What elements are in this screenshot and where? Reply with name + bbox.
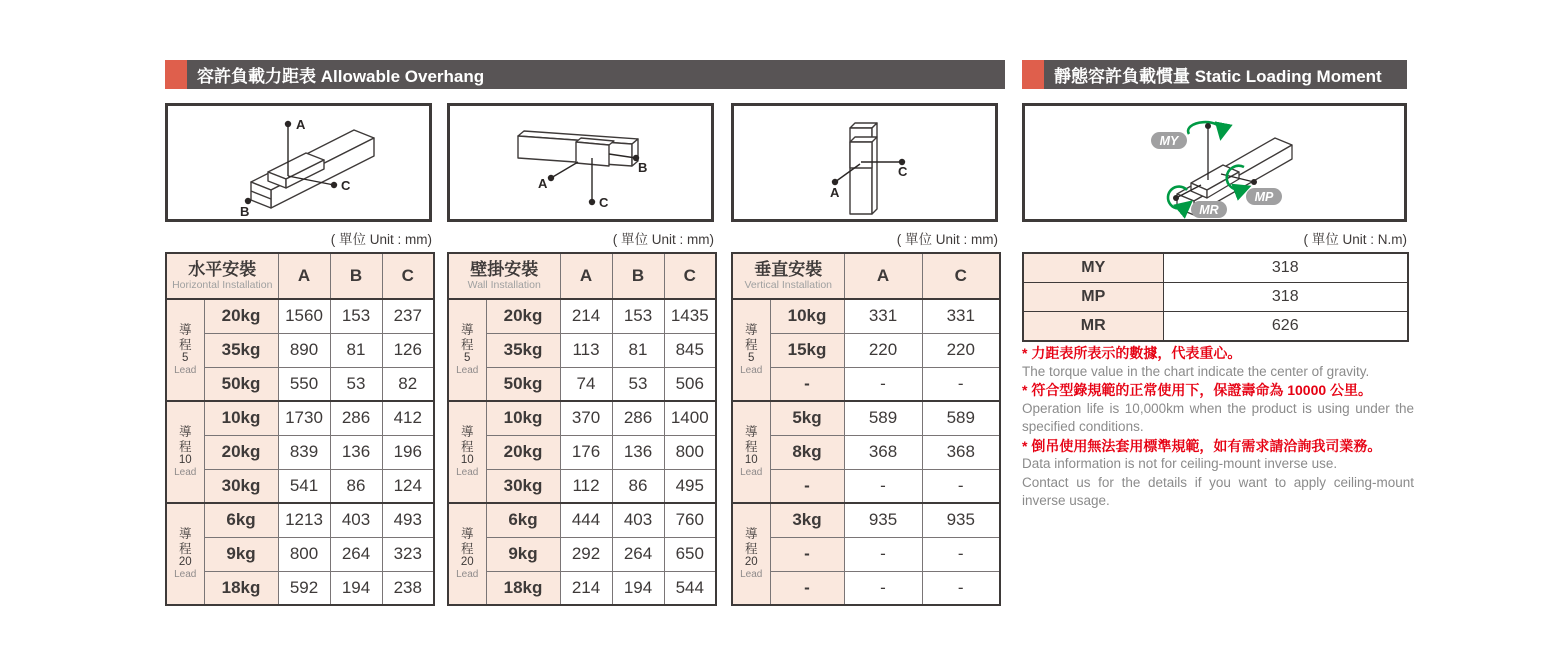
lead-group-cell bbox=[732, 299, 770, 401]
moment-value: 318 bbox=[1163, 283, 1408, 312]
point-a-label: A bbox=[296, 117, 306, 132]
table-row bbox=[166, 503, 434, 537]
load-cell: 20kg bbox=[204, 435, 278, 469]
lead-group-cell bbox=[448, 503, 486, 605]
vertical-diagram-svg bbox=[734, 106, 995, 219]
table-row bbox=[732, 435, 1000, 469]
lead-num: 5 bbox=[464, 352, 471, 365]
value-cell: 493 bbox=[382, 503, 434, 537]
my-rotation-arrow bbox=[1188, 122, 1222, 134]
value-cell: 264 bbox=[612, 537, 664, 571]
value-cell: 412 bbox=[382, 401, 434, 435]
lead-group-cell bbox=[166, 503, 204, 605]
value-cell: 890 bbox=[278, 333, 330, 367]
column-header-b: B bbox=[330, 253, 382, 299]
column-header-a: A bbox=[844, 253, 922, 299]
column-header-c: C bbox=[382, 253, 434, 299]
moment-diagram-svg bbox=[1025, 106, 1404, 219]
note-en: Contact us for the details if you want to apply ceiling-mount inverse usage. bbox=[1022, 474, 1414, 508]
mp-badge-label: MP bbox=[1254, 190, 1274, 204]
table-title-zh: 壁掛安裝 bbox=[470, 260, 539, 280]
table-row bbox=[1023, 283, 1408, 312]
lead-en: Lead bbox=[174, 364, 197, 376]
value-cell: - bbox=[844, 571, 922, 605]
lead-en: Lead bbox=[174, 466, 197, 478]
value-cell: 237 bbox=[382, 299, 434, 333]
value-cell: 845 bbox=[664, 333, 716, 367]
value-cell: 1560 bbox=[278, 299, 330, 333]
load-cell: 30kg bbox=[486, 469, 560, 503]
note-zh: * 力距表所表示的數據，代表重心。 bbox=[1022, 345, 1242, 361]
lead-group-cell bbox=[166, 299, 204, 401]
note-en: Data information is not for ceiling-mount inverse use. bbox=[1022, 456, 1338, 471]
load-cell: 3kg bbox=[770, 503, 844, 537]
point-c-label: C bbox=[898, 164, 908, 179]
value-cell: 286 bbox=[612, 401, 664, 435]
value-cell: 136 bbox=[330, 435, 382, 469]
horizontal-diagram-svg bbox=[168, 106, 429, 219]
point-a-label: A bbox=[538, 176, 548, 191]
table-row bbox=[448, 503, 716, 537]
value-cell: 1400 bbox=[664, 401, 716, 435]
point-c-dot bbox=[331, 182, 337, 188]
value-cell: 541 bbox=[278, 469, 330, 503]
lead-num: 20 bbox=[744, 556, 758, 569]
value-cell: - bbox=[922, 367, 1000, 401]
lead-zh: 導程 bbox=[178, 425, 192, 454]
lead-en: Lead bbox=[740, 364, 763, 376]
note-zh: * 符合型錄規範的正常使用下，保證壽命為 10000 公里。 bbox=[1022, 382, 1373, 398]
table-row bbox=[166, 571, 434, 605]
table-row bbox=[448, 571, 716, 605]
value-cell: 370 bbox=[560, 401, 612, 435]
point-c-label: C bbox=[599, 195, 609, 210]
value-cell: 81 bbox=[612, 333, 664, 367]
table-row bbox=[1023, 312, 1408, 342]
mr-axis-dot bbox=[1173, 195, 1179, 201]
value-cell: - bbox=[844, 469, 922, 503]
unit-label-nm: ( 單位 Unit : N.m) bbox=[1303, 232, 1407, 247]
lead-en: Lead bbox=[456, 466, 479, 478]
column-header-a: A bbox=[560, 253, 612, 299]
value-cell: 194 bbox=[612, 571, 664, 605]
table-row bbox=[166, 469, 434, 503]
table-row bbox=[448, 401, 716, 435]
table-row bbox=[732, 537, 1000, 571]
column-header-c: C bbox=[922, 253, 1000, 299]
lead-zh: 導程 bbox=[744, 527, 758, 556]
value-cell: 286 bbox=[330, 401, 382, 435]
table-row bbox=[732, 401, 1000, 435]
point-c-label: C bbox=[341, 178, 351, 193]
allowable-overhang-header bbox=[165, 60, 1005, 89]
value-cell: 495 bbox=[664, 469, 716, 503]
table-row bbox=[448, 333, 716, 367]
load-cell: 35kg bbox=[486, 333, 560, 367]
table-row bbox=[732, 503, 1000, 537]
static-loading-moment-header bbox=[1022, 60, 1407, 89]
load-cell: - bbox=[770, 537, 844, 571]
value-cell: 264 bbox=[330, 537, 382, 571]
lead-group-cell bbox=[732, 503, 770, 605]
value-cell: 136 bbox=[612, 435, 664, 469]
unit-label-mm: ( 單位 Unit : mm) bbox=[896, 232, 998, 247]
my-badge-label: MY bbox=[1159, 134, 1179, 148]
value-cell: 506 bbox=[664, 367, 716, 401]
table-row bbox=[732, 299, 1000, 333]
table-row bbox=[448, 469, 716, 503]
mp-axis-dot bbox=[1251, 179, 1257, 185]
lead-zh: 導程 bbox=[460, 425, 474, 454]
load-cell: 10kg bbox=[770, 299, 844, 333]
accent-square bbox=[1022, 60, 1044, 89]
lead-en: Lead bbox=[456, 568, 479, 580]
value-cell: - bbox=[922, 537, 1000, 571]
lead-num: 10 bbox=[460, 454, 474, 467]
note-zh: * 倒吊使用無法套用標準規範，如有需求請洽詢我司業務。 bbox=[1022, 437, 1382, 454]
wall-diagram-svg bbox=[450, 106, 711, 219]
value-cell: 126 bbox=[382, 333, 434, 367]
load-cell: - bbox=[770, 469, 844, 503]
lead-zh: 導程 bbox=[460, 527, 474, 556]
load-cell: 15kg bbox=[770, 333, 844, 367]
lead-en: Lead bbox=[740, 568, 763, 580]
value-cell: 238 bbox=[382, 571, 434, 605]
value-cell: 214 bbox=[560, 299, 612, 333]
value-cell: 403 bbox=[330, 503, 382, 537]
point-c-dot bbox=[589, 199, 595, 205]
table-row bbox=[732, 571, 1000, 605]
table-title-zh: 水平安裝 bbox=[188, 260, 257, 280]
value-cell: 403 bbox=[612, 503, 664, 537]
value-cell: 592 bbox=[278, 571, 330, 605]
lead-group-cell bbox=[448, 401, 486, 503]
table-row bbox=[732, 469, 1000, 503]
value-cell: 368 bbox=[922, 435, 1000, 469]
static-moment-diagram bbox=[1022, 103, 1407, 222]
table-title-cell bbox=[448, 253, 560, 299]
lead-zh: 導程 bbox=[744, 323, 758, 352]
wall-installation-table bbox=[447, 252, 717, 606]
value-cell: 196 bbox=[382, 435, 434, 469]
table-row bbox=[166, 333, 434, 367]
value-cell: 444 bbox=[560, 503, 612, 537]
value-cell: 153 bbox=[330, 299, 382, 333]
unit-label-mm: ( 單位 Unit : mm) bbox=[612, 232, 714, 247]
lead-group-cell bbox=[448, 299, 486, 401]
column-header-c: C bbox=[664, 253, 716, 299]
value-cell: 153 bbox=[612, 299, 664, 333]
table-title-en: Wall Installation bbox=[467, 279, 541, 291]
value-cell: 220 bbox=[844, 333, 922, 367]
load-cell: 50kg bbox=[204, 367, 278, 401]
value-cell: 74 bbox=[560, 367, 612, 401]
lead-zh: 導程 bbox=[178, 527, 192, 556]
value-cell: 292 bbox=[560, 537, 612, 571]
mr-badge-label: MR bbox=[1199, 203, 1219, 217]
table-row bbox=[166, 299, 434, 333]
vertical-installation-diagram bbox=[731, 103, 998, 222]
table-row bbox=[1023, 253, 1408, 283]
value-cell: 176 bbox=[560, 435, 612, 469]
value-cell: 220 bbox=[922, 333, 1000, 367]
table-row bbox=[448, 299, 716, 333]
value-cell: 544 bbox=[664, 571, 716, 605]
value-cell: - bbox=[844, 537, 922, 571]
value-cell: 113 bbox=[560, 333, 612, 367]
unit-label-mm: ( 單位 Unit : mm) bbox=[330, 232, 432, 247]
wall-installation-diagram bbox=[447, 103, 714, 222]
value-cell: 112 bbox=[560, 469, 612, 503]
load-cell: 9kg bbox=[486, 537, 560, 571]
lead-num: 5 bbox=[748, 352, 755, 365]
load-cell: 10kg bbox=[486, 401, 560, 435]
table-title-en: Horizontal Installation bbox=[172, 279, 273, 291]
moment-label: MY bbox=[1023, 253, 1163, 283]
lead-zh: 導程 bbox=[460, 323, 474, 352]
point-a-label: A bbox=[830, 185, 840, 200]
value-cell: 368 bbox=[844, 435, 922, 469]
lead-num: 5 bbox=[182, 352, 189, 365]
value-cell: 53 bbox=[330, 367, 382, 401]
moment-label: MP bbox=[1023, 283, 1163, 312]
table-row bbox=[448, 435, 716, 469]
value-cell: 1213 bbox=[278, 503, 330, 537]
value-cell: 589 bbox=[844, 401, 922, 435]
value-cell: 1730 bbox=[278, 401, 330, 435]
note-en: The torque value in the chart indicate the center of gravity. bbox=[1022, 363, 1370, 379]
lead-en: Lead bbox=[456, 364, 479, 376]
value-cell: 650 bbox=[664, 537, 716, 571]
lead-group-cell bbox=[732, 401, 770, 503]
value-cell: 124 bbox=[382, 469, 434, 503]
value-cell: 323 bbox=[382, 537, 434, 571]
load-cell: 8kg bbox=[770, 435, 844, 469]
load-cell: - bbox=[770, 367, 844, 401]
moment-value: 626 bbox=[1163, 312, 1408, 342]
value-cell: 550 bbox=[278, 367, 330, 401]
point-b-label: B bbox=[240, 204, 250, 219]
load-cell: 30kg bbox=[204, 469, 278, 503]
value-cell: 82 bbox=[382, 367, 434, 401]
value-cell: 760 bbox=[664, 503, 716, 537]
column-header-b: B bbox=[612, 253, 664, 299]
value-cell: 800 bbox=[278, 537, 330, 571]
table-row bbox=[448, 537, 716, 571]
value-cell: 800 bbox=[664, 435, 716, 469]
table-row bbox=[448, 367, 716, 401]
static-loading-moment-table bbox=[1022, 252, 1409, 342]
accent-square bbox=[165, 60, 187, 89]
load-cell: 6kg bbox=[204, 503, 278, 537]
note-en: Operation life is 10,000km when the product is using under the specified conditions. bbox=[1022, 400, 1414, 434]
moment-label: MR bbox=[1023, 312, 1163, 342]
value-cell: 331 bbox=[922, 299, 1000, 333]
load-cell: 35kg bbox=[204, 333, 278, 367]
load-cell: 50kg bbox=[486, 367, 560, 401]
value-cell: 1435 bbox=[664, 299, 716, 333]
vertical-installation-table bbox=[731, 252, 1001, 606]
lead-zh: 導程 bbox=[178, 323, 192, 352]
lead-num: 10 bbox=[744, 454, 758, 467]
table-title-zh: 垂直安裝 bbox=[754, 260, 823, 280]
table-title-cell bbox=[732, 253, 844, 299]
table-row bbox=[732, 367, 1000, 401]
lead-num: 20 bbox=[178, 556, 192, 569]
table-row bbox=[732, 333, 1000, 367]
lead-en: Lead bbox=[174, 568, 197, 580]
value-cell: 86 bbox=[330, 469, 382, 503]
value-cell: 839 bbox=[278, 435, 330, 469]
value-cell: - bbox=[922, 571, 1000, 605]
table-title-cell bbox=[166, 253, 278, 299]
value-cell: 214 bbox=[560, 571, 612, 605]
value-cell: 53 bbox=[612, 367, 664, 401]
load-cell: 18kg bbox=[204, 571, 278, 605]
value-cell: 81 bbox=[330, 333, 382, 367]
load-cell: 20kg bbox=[204, 299, 278, 333]
value-cell: 86 bbox=[612, 469, 664, 503]
section-title: 容許負載力距表 Allowable Overhang bbox=[197, 67, 485, 86]
load-cell: 20kg bbox=[486, 435, 560, 469]
lead-en: Lead bbox=[740, 466, 763, 478]
load-cell: 9kg bbox=[204, 537, 278, 571]
horizontal-installation-diagram bbox=[165, 103, 432, 222]
footnotes bbox=[1022, 344, 1414, 511]
table-row bbox=[166, 435, 434, 469]
table-row bbox=[166, 367, 434, 401]
lead-num: 20 bbox=[460, 556, 474, 569]
point-b-label: B bbox=[638, 160, 648, 175]
point-a-dot bbox=[285, 121, 291, 127]
lead-zh: 導程 bbox=[744, 425, 758, 454]
value-cell: 194 bbox=[330, 571, 382, 605]
table-row bbox=[166, 401, 434, 435]
load-cell: 18kg bbox=[486, 571, 560, 605]
value-cell: 935 bbox=[922, 503, 1000, 537]
moment-value: 318 bbox=[1163, 253, 1408, 283]
value-cell: 935 bbox=[844, 503, 922, 537]
value-cell: - bbox=[922, 469, 1000, 503]
column-header-a: A bbox=[278, 253, 330, 299]
lead-num: 10 bbox=[178, 454, 192, 467]
value-cell: 589 bbox=[922, 401, 1000, 435]
load-cell: 20kg bbox=[486, 299, 560, 333]
load-cell: 10kg bbox=[204, 401, 278, 435]
point-a-dot bbox=[548, 175, 554, 181]
value-cell: - bbox=[844, 367, 922, 401]
table-row bbox=[166, 537, 434, 571]
value-cell: 331 bbox=[844, 299, 922, 333]
load-cell: 5kg bbox=[770, 401, 844, 435]
my-axis-dot bbox=[1205, 123, 1211, 129]
section-title: 靜態容許負載慣量 Static Loading Moment bbox=[1054, 67, 1382, 86]
load-cell: 6kg bbox=[486, 503, 560, 537]
lead-group-cell bbox=[166, 401, 204, 503]
horizontal-installation-table bbox=[165, 252, 435, 606]
table-title-en: Vertical Installation bbox=[744, 279, 833, 291]
load-cell: - bbox=[770, 571, 844, 605]
